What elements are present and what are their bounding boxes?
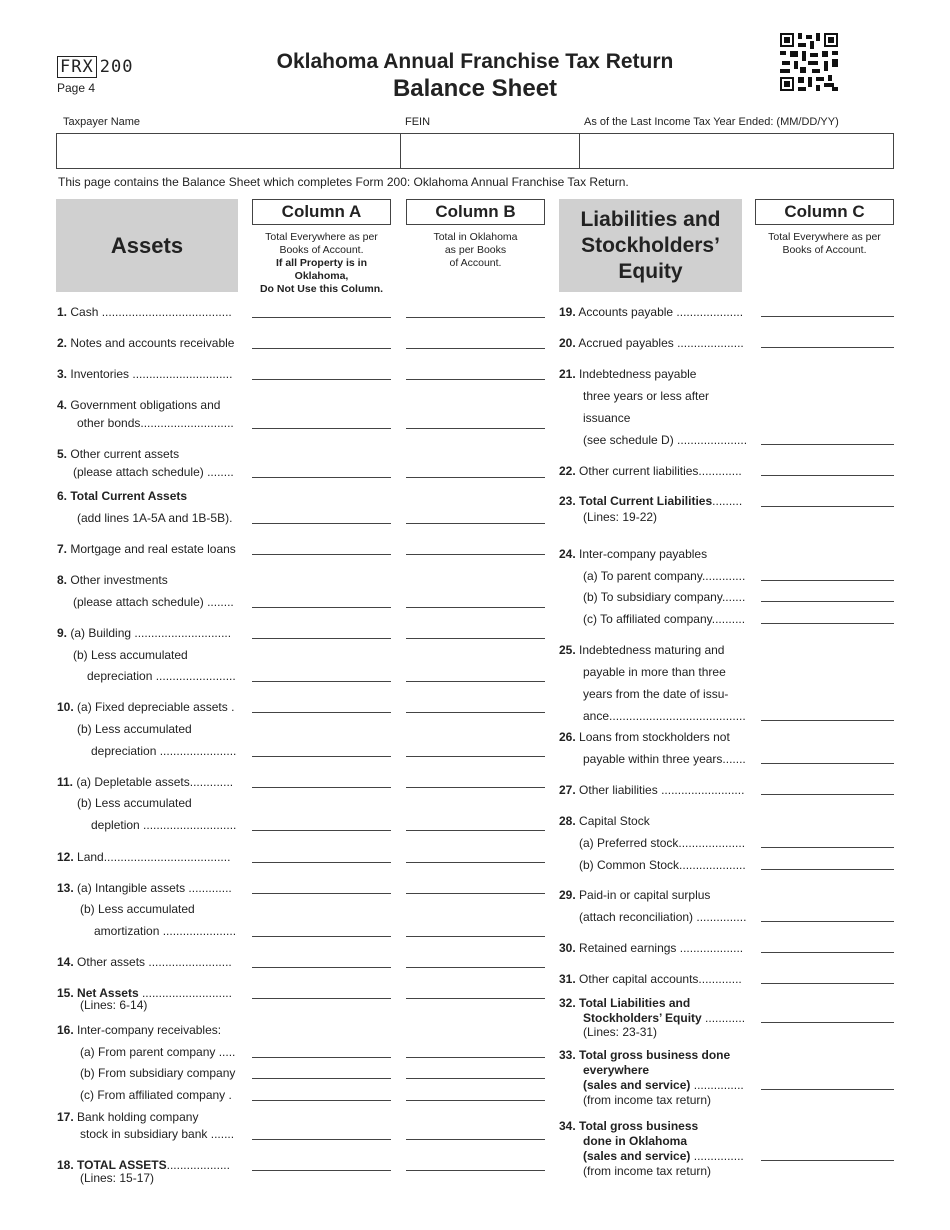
line-10b: (b) Less accumulated — [77, 722, 192, 736]
line-26-cont: payable within three years....... — [583, 752, 746, 766]
column-c-description: Total Everywhere as per Books of Account. — [768, 231, 881, 256]
line-26: 26. Loans from stockholders not — [559, 730, 730, 744]
col-a-entry-line[interactable] — [252, 607, 391, 608]
line-7: 7. Mortgage and real estate loans — [57, 542, 236, 556]
col-b-entry-line[interactable] — [406, 936, 545, 937]
line-8-cont: (please attach schedule) ........ — [73, 595, 234, 609]
col-b-entry-line[interactable] — [406, 477, 545, 478]
line-11a: 11. (a) Depletable assets............. — [57, 775, 234, 789]
col-a-entry-line[interactable] — [252, 317, 391, 318]
col-b-entry-line[interactable] — [406, 681, 545, 682]
col-a-entry-line[interactable] — [252, 1139, 391, 1140]
col-c-entry-line[interactable] — [761, 316, 894, 317]
col-c-entry-line[interactable] — [761, 506, 894, 507]
line-24c: (c) To affiliated company.......... — [583, 612, 746, 626]
column-b-description: Total in Oklahoma as per Books of Account. — [433, 231, 518, 269]
line-12: 12. Land...................................... — [57, 850, 231, 864]
col-a-entry-line[interactable] — [252, 379, 391, 380]
line-6-cont: (add lines 1A-5A and 1B-5B). — [77, 511, 233, 525]
line-16c: (c) From affiliated company . — [80, 1088, 232, 1102]
col-b-entry-line[interactable] — [406, 756, 545, 757]
line-10b-cont: depreciation ....................... — [91, 744, 237, 758]
line-28b: (b) Common Stock.................... — [579, 858, 746, 872]
col-b-entry-line[interactable] — [406, 830, 545, 831]
col-b-entry-line[interactable] — [406, 1078, 545, 1079]
col-b-entry-line[interactable] — [406, 1057, 545, 1058]
col-a-entry-line[interactable] — [252, 756, 391, 757]
page-title: Oklahoma Annual Franchise Tax Return — [276, 50, 674, 73]
col-c-entry-line[interactable] — [761, 983, 894, 984]
col-a-entry-line[interactable] — [252, 1057, 391, 1058]
col-a-entry-line[interactable] — [252, 681, 391, 682]
line-16: 16. Inter-company receivables: — [57, 1023, 222, 1037]
line-33-note: (from income tax return) — [583, 1093, 712, 1107]
line-11b-cont: depletion ............................ — [91, 818, 237, 832]
col-b-entry-line[interactable] — [406, 607, 545, 608]
col-b-entry-line[interactable] — [406, 787, 545, 788]
line-29-cont: (attach reconciliation) ............... — [579, 910, 747, 924]
line-25: 25. Indebtedness maturing and — [559, 643, 725, 657]
line-17-cont: stock in subsidiary bank ....... — [80, 1127, 235, 1141]
col-a-entry-line[interactable] — [252, 638, 391, 639]
line-11b: (b) Less accumulated — [77, 796, 192, 810]
line-3: 3. Inventories .............................. — [57, 367, 233, 381]
col-b-entry-line[interactable] — [406, 638, 545, 639]
line-33: 33. Total gross business done — [559, 1048, 731, 1062]
line-13b: (b) Less accumulated — [80, 902, 195, 916]
line-4-cont: other bonds............................ — [77, 416, 234, 430]
line-32-cont: Stockholders’ Equity ............ — [583, 1011, 746, 1025]
line-5-cont: (please attach schedule) ........ — [73, 465, 234, 479]
line-13a: 13. (a) Intangible assets ............. — [57, 881, 232, 895]
col-c-entry-line[interactable] — [761, 763, 894, 764]
line-30: 30. Retained earnings ................... — [559, 941, 744, 955]
col-a-entry-line[interactable] — [252, 1100, 391, 1101]
col-b-entry-line[interactable] — [406, 998, 545, 999]
page-number: Page 4 — [57, 81, 96, 95]
col-a-entry-line[interactable] — [252, 1170, 391, 1171]
line-27: 27. Other liabilities ......................... — [559, 783, 745, 797]
line-8: 8. Other investments — [57, 573, 168, 587]
col-c-entry-line[interactable] — [761, 794, 894, 795]
line-29: 29. Paid-in or capital surplus — [559, 888, 711, 902]
form-number: FRX 200 — [57, 57, 133, 77]
line-31: 31. Other capital accounts............. — [559, 972, 742, 986]
col-b-entry-line[interactable] — [406, 379, 545, 380]
col-a-entry-line[interactable] — [252, 830, 391, 831]
qr-code-icon — [780, 33, 838, 91]
line-34-note: (from income tax return) — [583, 1164, 712, 1178]
line-33-cont2: (sales and service) ............... — [583, 1078, 744, 1092]
line-32-lines: (Lines: 23-31) — [583, 1025, 658, 1039]
col-a-entry-line[interactable] — [252, 554, 391, 555]
line-18-lines: (Lines: 15-17) — [80, 1171, 155, 1185]
column-c-title: Column C — [755, 199, 894, 225]
col-b-entry-line[interactable] — [406, 712, 545, 713]
col-c-entry-line[interactable] — [761, 1160, 894, 1161]
line-16b: (b) From subsidiary company — [80, 1066, 236, 1080]
col-c-entry-line[interactable] — [761, 869, 894, 870]
line-15-lines: (Lines: 6-14) — [80, 998, 148, 1012]
col-a-entry-line[interactable] — [252, 967, 391, 968]
column-b-title: Column B — [406, 199, 545, 225]
col-b-entry-line[interactable] — [406, 523, 545, 524]
taxpayer-name-label: Taxpayer Name — [63, 116, 141, 128]
line-14: 14. Other assets ......................... — [57, 955, 232, 969]
tax-year-label: As of the Last Income Tax Year Ended: (MM/DD/YY) — [584, 116, 839, 128]
col-a-entry-line[interactable] — [252, 712, 391, 713]
col-a-entry-line[interactable] — [252, 428, 391, 429]
col-b-entry-line[interactable] — [406, 1139, 545, 1140]
liabilities-heading: Liabilities and Stockholders’ Equity — [559, 199, 742, 292]
line-24b: (b) To subsidiary company....... — [583, 590, 746, 604]
col-b-entry-line[interactable] — [406, 1170, 545, 1171]
line-10a: 10. (a) Fixed depreciable assets . — [57, 700, 235, 714]
col-b-entry-line[interactable] — [406, 1100, 545, 1101]
col-a-entry-line[interactable] — [252, 998, 391, 999]
col-b-entry-line[interactable] — [406, 348, 545, 349]
line-5: 5. Other current assets — [57, 447, 180, 461]
tax-year-field[interactable] — [579, 134, 893, 168]
col-c-entry-line[interactable] — [761, 952, 894, 953]
col-c-entry-line[interactable] — [761, 347, 894, 348]
line-21-cont2: issuance — [583, 411, 631, 425]
col-a-entry-line[interactable] — [252, 936, 391, 937]
line-23: 23. Total Current Liabilities......... — [559, 494, 743, 508]
line-13b-cont: amortization ...................... — [94, 924, 237, 938]
line-18: 18. TOTAL ASSETS................... — [57, 1158, 230, 1172]
col-b-entry-line[interactable] — [406, 967, 545, 968]
intro-text: This page contains the Balance Sheet which completes Form 200: Oklahoma Annual Franchise Tax Return. — [58, 175, 629, 189]
col-a-entry-line[interactable] — [252, 523, 391, 524]
line-15: 15. Net Assets ........................... — [57, 986, 232, 1000]
line-19: 19. Accounts payable .................... — [559, 305, 744, 319]
col-b-entry-line[interactable] — [406, 317, 545, 318]
line-21-cont3: (see schedule D) ..................... — [583, 433, 748, 447]
line-23-lines: (Lines: 19-22) — [583, 510, 658, 524]
line-34-cont2: (sales and service) ............... — [583, 1149, 744, 1163]
col-a-entry-line[interactable] — [252, 1078, 391, 1079]
col-b-entry-line[interactable] — [406, 893, 545, 894]
taxpayer-name-field[interactable] — [57, 134, 400, 168]
line-17: 17. Bank holding company — [57, 1110, 199, 1124]
line-28a: (a) Preferred stock.................... — [579, 836, 746, 850]
line-25-cont1: payable in more than three — [583, 665, 726, 679]
col-c-entry-line[interactable] — [761, 580, 894, 581]
line-32: 32. Total Liabilities and — [559, 996, 691, 1010]
col-c-entry-line[interactable] — [761, 623, 894, 624]
line-24: 24. Inter-company payables — [559, 547, 708, 561]
col-c-entry-line[interactable] — [761, 1022, 894, 1023]
line-20: 20. Accrued payables .................... — [559, 336, 744, 350]
line-21: 21. Indebtedness payable — [559, 367, 697, 381]
assets-heading: Assets — [56, 199, 238, 292]
line-25-cont3: ance......................................... — [583, 709, 746, 723]
fein-label: FEIN — [405, 116, 431, 128]
line-16a: (a) From parent company ..... — [80, 1045, 236, 1059]
col-a-entry-line[interactable] — [252, 477, 391, 478]
line-1: 1. Cash ....................................... — [57, 305, 232, 319]
line-6: 6. Total Current Assets — [57, 489, 188, 503]
col-b-entry-line[interactable] — [406, 428, 545, 429]
line-22: 22. Other current liabilities............. — [559, 464, 742, 478]
line-24a: (a) To parent company............. — [583, 569, 746, 583]
column-a-description: Total Everywhere as per Books of Account. If all Property is in Oklahoma, Do Not Use this Column. — [259, 231, 384, 295]
col-c-entry-line[interactable] — [761, 444, 894, 445]
line-28: 28. Capital Stock — [559, 814, 650, 828]
column-a-title: Column A — [252, 199, 391, 225]
line-9b-cont: depreciation ........................ — [87, 669, 236, 683]
col-c-entry-line[interactable] — [761, 847, 894, 848]
line-33-cont1: everywhere — [583, 1063, 650, 1077]
col-c-entry-line[interactable] — [761, 475, 894, 476]
line-2: 2. Notes and accounts receivable — [57, 336, 235, 350]
col-a-entry-line[interactable] — [252, 893, 391, 894]
taxpayer-info-box — [56, 133, 894, 169]
line-34-cont1: done in Oklahoma — [583, 1134, 688, 1148]
col-c-entry-line[interactable] — [761, 601, 894, 602]
col-a-entry-line[interactable] — [252, 862, 391, 863]
col-c-entry-line[interactable] — [761, 921, 894, 922]
col-b-entry-line[interactable] — [406, 554, 545, 555]
line-9b: (b) Less accumulated — [73, 648, 188, 662]
line-25-cont2: years from the date of issu- — [583, 687, 729, 701]
col-c-entry-line[interactable] — [761, 1089, 894, 1090]
col-a-entry-line[interactable] — [252, 348, 391, 349]
col-c-entry-line[interactable] — [761, 720, 894, 721]
fein-field[interactable] — [400, 134, 579, 168]
line-4: 4. Government obligations and — [57, 398, 221, 412]
line-9a: 9. (a) Building ............................. — [57, 626, 232, 640]
page-subtitle: Balance Sheet — [392, 75, 558, 102]
col-b-entry-line[interactable] — [406, 862, 545, 863]
line-34: 34. Total gross business — [559, 1119, 699, 1133]
col-a-entry-line[interactable] — [252, 787, 391, 788]
line-21-cont1: three years or less after — [583, 389, 710, 403]
